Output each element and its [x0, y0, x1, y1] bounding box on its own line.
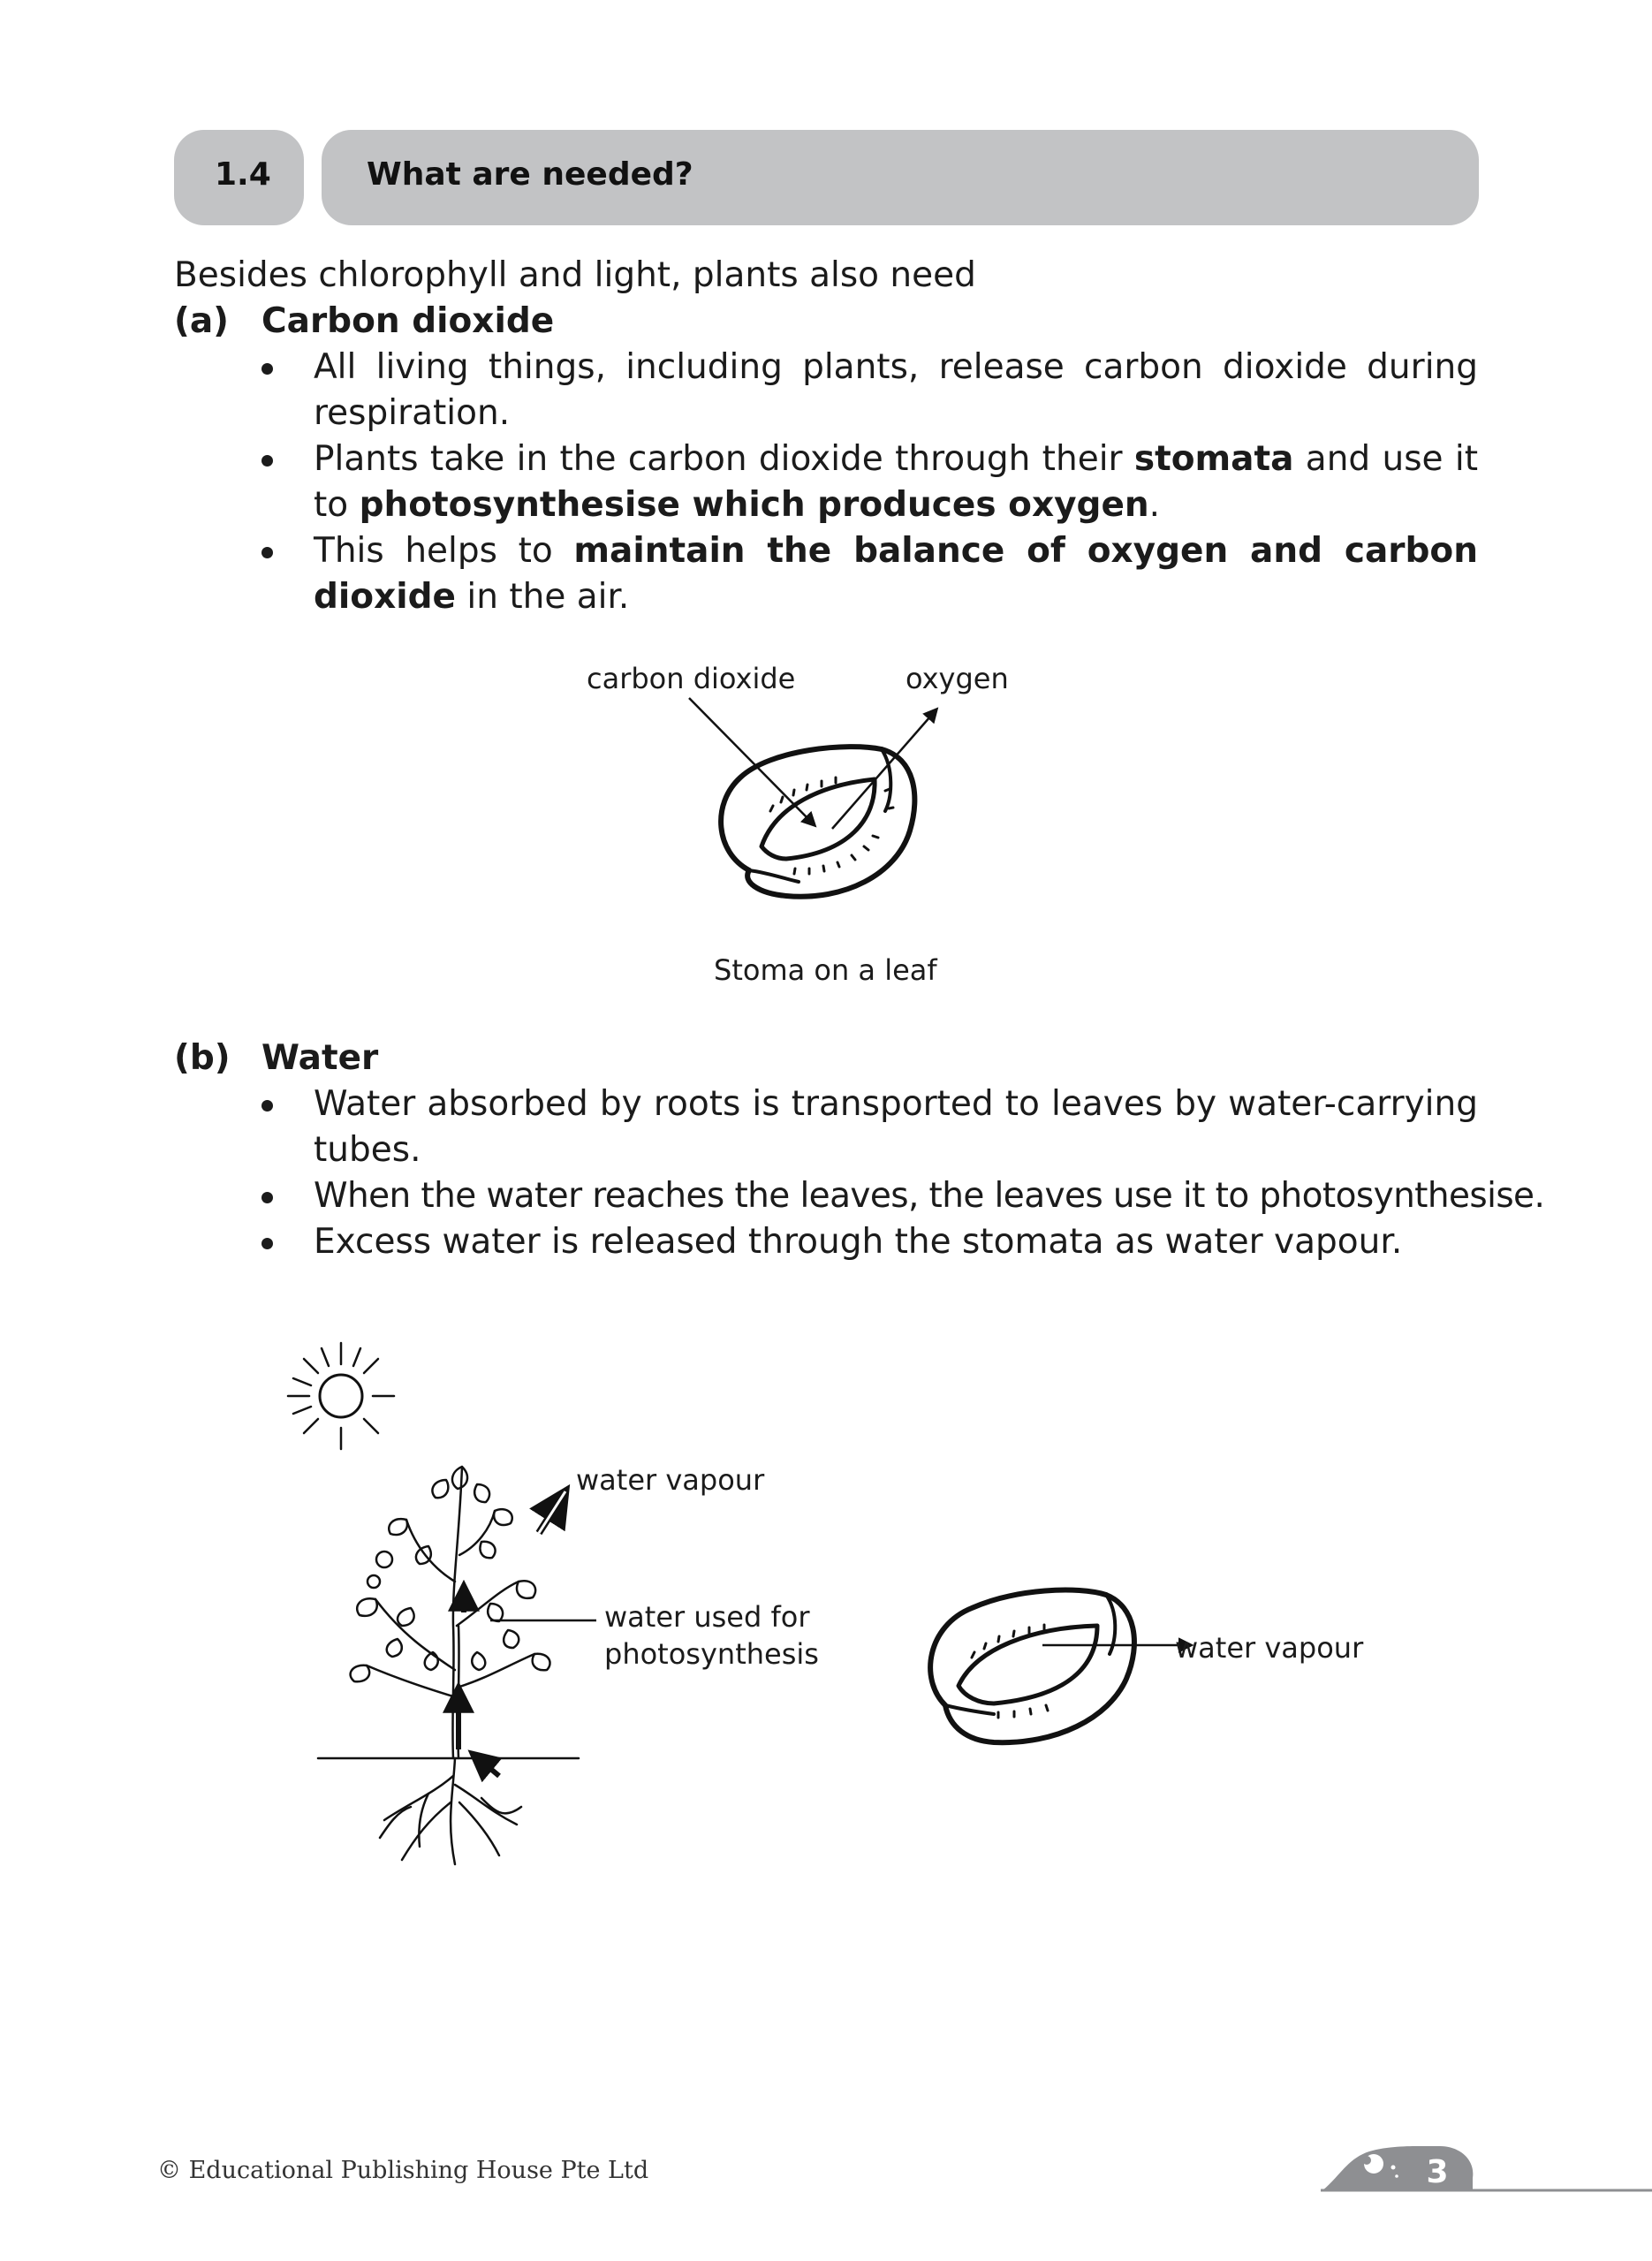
part-a-heading: Carbon dioxide [261, 301, 555, 341]
part-a-marker: (a) [174, 301, 229, 341]
bullet-dot [261, 1192, 273, 1203]
label-oxygen: oxygen [906, 662, 1009, 695]
section-title: What are needed? [367, 156, 693, 193]
stoma-diagram [689, 698, 972, 945]
stoma-water-diagram [910, 1573, 1210, 1767]
part-a-bullet-2: Plants take in the carbon dioxide through their stomata and use it to photosynthesise which produces oxygen. [314, 439, 1478, 525]
section-number: 1.4 [215, 156, 271, 193]
part-a-bullet-1: All living things, including plants, release carbon dioxide during respiration. [314, 347, 1478, 433]
page-number: 3 [1426, 2154, 1449, 2190]
part-a-bullet-3: This helps to maintain the balance of oxygen and carbon dioxide in the air. [314, 531, 1478, 617]
bullet-dot [261, 547, 273, 558]
part-b-bullet-1: Water absorbed by roots is transported to leaves by water-carrying tubes. [314, 1084, 1478, 1170]
part-b-bullet-2: When the water reaches the leaves, the leaves use it to photosynthesise. [314, 1176, 1545, 1216]
bullet-dot [261, 1100, 273, 1112]
intro-text: Besides chlorophyll and light, plants also need [174, 255, 976, 295]
figure-caption-stoma: Stoma on a leaf [714, 953, 937, 987]
label-water-used-line2: photosynthesis [604, 1637, 819, 1671]
bullet-dot [261, 363, 273, 375]
footer-copyright: © Educational Publishing House Pte Ltd [157, 2157, 649, 2184]
part-b-heading: Water [261, 1038, 379, 1078]
part-b-bullet-3: Excess water is released through the stomata as water vapour. [314, 1222, 1403, 1262]
page-number-tab [1321, 2143, 1652, 2196]
label-carbon-dioxide: carbon dioxide [587, 662, 796, 695]
sun-icon [283, 1334, 406, 1458]
label-stoma-water-vapour: water vapour [1175, 1631, 1364, 1665]
part-b-marker: (b) [174, 1038, 231, 1078]
label-water-used-line1: water used for [604, 1600, 810, 1634]
section-number-badge [174, 130, 304, 225]
section-title-bar [322, 130, 1479, 225]
bullet-dot [261, 455, 273, 467]
bullet-dot [261, 1238, 273, 1249]
label-plant-water-vapour: water vapour [576, 1463, 765, 1497]
plant-diagram [314, 1449, 596, 1873]
